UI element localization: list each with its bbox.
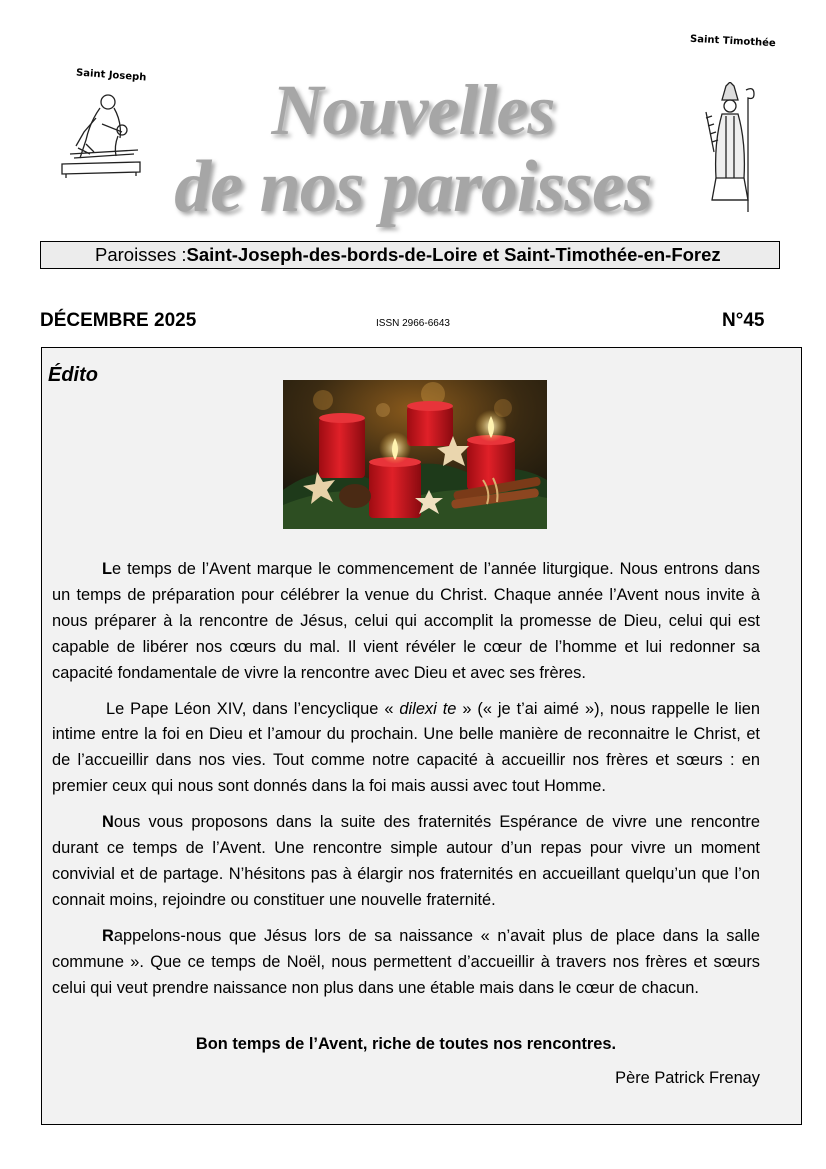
issue-number: N°45 (722, 310, 765, 331)
parishes-names: Saint-Joseph-des-bords-de-Loire et Saint-Timothée-en-Forez (186, 244, 721, 265)
edito-paragraph-3: Nous vous proposons dans la suite des fraternités Espérance de vivre une rencontre durant ce temps de l’Avent. Une rencontre simple autour d’un repas pour vivre un moment convivial et de partage. N’hésitons pas à élargir nos fraternités en accueillant quelqu’un que l’on connait moins, rejoindre ou constituer une nouvelle fraternité. (52, 813, 760, 909)
newsletter-title-line2: de nos paroisses (174, 146, 652, 228)
edito-closing: Bon temps de l’Avent, riche de toutes nos rencontres. (195, 1035, 617, 1053)
saint-timothee-label: Saint Timothée (689, 33, 776, 50)
parishes-prefix: Paroisses : (95, 244, 187, 265)
edito-heading: Édito (48, 364, 98, 386)
edito-body (52, 557, 760, 1012)
edito-paragraph-2: Le Pape Léon XIV, dans l’encyclique « dilexi te » (« je t’ai aimé »), nous rappelle le lien intime entre la foi en Dieu et l’amour du prochain. Une belle manière de reconnaitre le Christ, et de l’accueillir dans nos vies. Tout comme notre capacité à accueillir nos frères et sœurs : en premier ceux qui nous sont donnés dans la foi mais aussi avec tout Homme. (52, 699, 760, 796)
advent-candles-photo (283, 380, 547, 529)
edito-paragraph-4: Rappelons-nous que Jésus lors de sa naissance « n’avait plus de place dans la salle commune ». Que ce temps de Noël, nous permettent d’accueillir à travers nos frères et sœurs celui qui veut prendre naissance non plus dans une étable mais dans le cœur de chacun. (52, 926, 760, 997)
issue-issn: ISSN 2966-6643 (376, 318, 450, 329)
saint-timothee-bishop-icon (700, 82, 760, 214)
saint-joseph-carpentry-icon (56, 88, 146, 180)
saint-joseph-label: Saint Joseph (75, 67, 147, 84)
edito-signature: Père Patrick Frenay (615, 1069, 760, 1087)
newsletter-title-line1: Nouvelles (271, 70, 555, 150)
edito-paragraph-1: Le temps de l’Avent marque le commencement de l’année liturgique. Nous entrons dans un temps de préparation pour célébrer la venue du Christ. Chaque année l’Avent nous invite à nous préparer à la rencontre de Jésus, celui qui accomplit la promesse de Dieu, celui qui est capable de libérer nos cœurs du mal. Il vient révéler le cœur de l’homme et lui redonner sa capacité fondamentale de vivre la rencontre avec Dieu et avec ses frères. (52, 560, 760, 682)
parishes-banner (40, 241, 780, 269)
issue-date: DÉCEMBRE 2025 (40, 310, 197, 331)
